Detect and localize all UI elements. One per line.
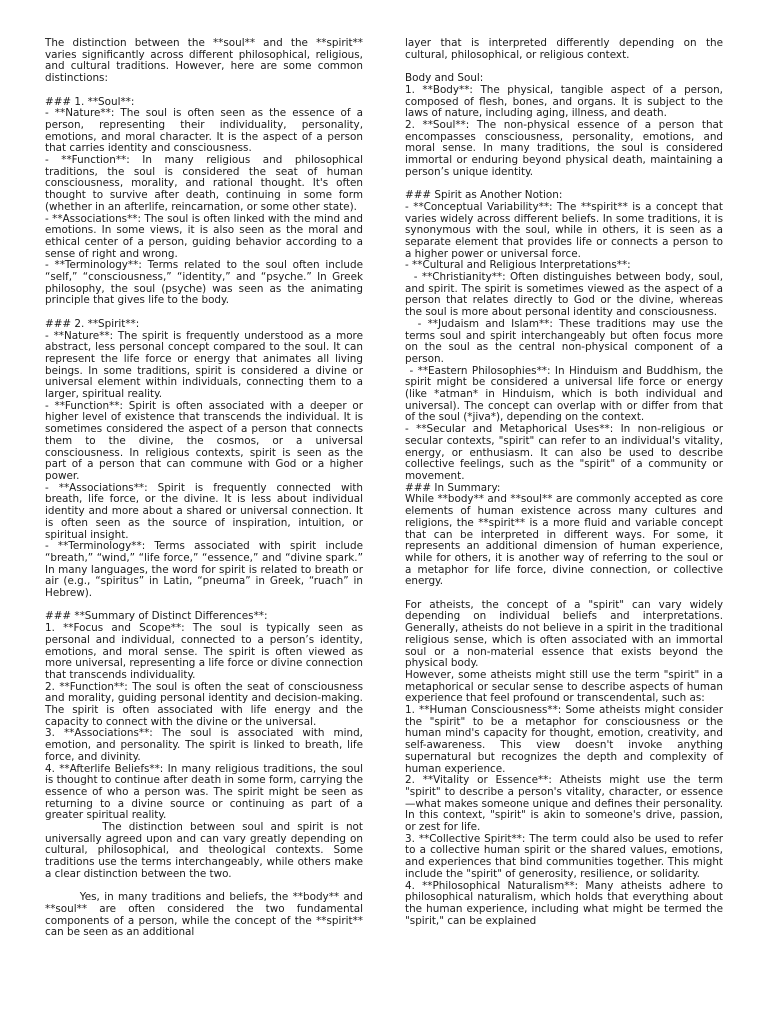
text-paragraph: 4. **Philosophical Naturalism**: Many atheists adhere to philosophical naturalism, which holds that everything about the human experience, including what might be termed the "spirit," can be explained [405, 879, 727, 927]
text-paragraph: However, some atheists might still use the term "spirit" in a metaphorical or secular sense to describe aspects of human experience that feel profound or transcendental, such as: [405, 668, 727, 705]
text-paragraph: The distinction between the **soul** and the **spirit** varies significantly across different philosophical, religious, and cultural traditions. However, here are some common distinctions: [45, 37, 367, 85]
text-paragraph: ### 1. **Soul**: [45, 95, 135, 108]
text-paragraph: 1. **Body**: The physical, tangible aspect of a person, composed of flesh, bones, and organs. It is subject to the laws of nature, including aging, illness, and death. [405, 83, 727, 120]
text-paragraph: - **Terminology**: Terms related to the soul often include “self,” “consciousness,” “identity,” and “psyche.” In Greek philosophy, the soul (psyche) was seen as the animating principle that gives life to the body. [45, 259, 367, 307]
text-paragraph: - **Function**: Spirit is often associated with a deeper or higher level of existence that transcends the individual. It is sometimes considered the aspect of a person that connects them to the divine, the cosmos, or a universal consciousness. In religious contexts, spirit is seen as the part of a person that can commune with God or a higher power. [45, 399, 367, 482]
text-paragraph: - **Nature**: The soul is often seen as the essence of a person, representing their individuality, personality, emotions, and moral character. It is the aspect of a person that carries identity and consciousness. [45, 107, 367, 155]
text-paragraph: 4. **Afterlife Beliefs**: In many religious traditions, the soul is thought to continue after death in some form, carrying the essence of who a person was. The spirit might be seen as returning to a divine source or continuing as part of a greater spiritual reality. [45, 762, 367, 822]
text-paragraph: - **Associations**: Spirit is frequently connected with breath, life force, or the divine. It is less about individual identity and more about a shared or universal connection. It is often seen as the source of inspiration, intuition, or spiritual insight. [45, 481, 367, 541]
text-paragraph: 3. **Associations**: The soul is associated with mind, emotion, and personality. The spirit is linked to breath, life force, and divinity. [45, 727, 367, 763]
left-column [45, 37, 367, 939]
text-paragraph: - **Nature**: The spirit is frequently understood as a more abstract, less personal concept compared to the soul. It can represent the life force or energy that animates all living beings. In some traditions, spirit is considered a divine or universal element within individuals, connecting them to a larger, spiritual reality. [45, 329, 367, 401]
text-paragraph: - **Eastern Philosophies**: In Hinduism and Buddhism, the spirit might be considered a universal life force or energy (like *atman* in Hinduism, which is both individual and universal). The concept can overlap with or differ from that of the soul (*jiva*), depending on the context. [405, 364, 727, 424]
text-paragraph: The distinction between soul and spirit is not universally agreed upon and can vary greatly depending on cultural, philosophical, and theological contexts. Some traditions use the terms interchangeably, while others make a clear distinction between the two. [45, 821, 367, 880]
text-paragraph: - **Christianity**: Often distinguishes between body, soul, and spirit. The spirit is sometimes viewed as the aspect of a person that relates directly to God or the divine, whereas the soul is more about personal identity and consciousness. [405, 271, 727, 319]
text-paragraph: - **Associations**: The soul is often linked with the mind and emotions. In some views, it is also seen as the moral and ethical center of a person, guiding behavior according to a sense of right and wrong. [45, 212, 367, 260]
right-column [405, 37, 727, 927]
text-paragraph: For atheists, the concept of a "spirit" can vary widely depending on individual beliefs and interpretations. Generally, atheists do not believe in a spirit in the traditional religious sense, which is often associated with an immortal soul or a non-material essence that exists beyond the physical body. [405, 598, 727, 670]
text-paragraph: ### In Summary: [405, 481, 501, 494]
text-paragraph: - **Secular and Metaphorical Uses**: In non-religious or secular contexts, "spirit" can refer to an individual's vitality, energy, or enthusiasm. It can also be used to describe collective feelings, such as the "spirit" of a community or movement. [405, 423, 727, 482]
text-paragraph: 2. **Vitality or Essence**: Atheists might use the term "spirit" to describe a person's vitality, character, or essence—what makes someone unique and defines their personality. In this context, "spirit" is akin to someone's drive, passion, or zest for life. [405, 774, 727, 834]
text-paragraph: ### 2. **Spirit**: [45, 317, 140, 330]
text-paragraph: 2. **Function**: The soul is often the seat of consciousness and morality, guiding personal identity and decision-making. The spirit is often associated with life energy and the capacity to connect with the divine or the universal. [45, 680, 367, 728]
text-paragraph: While **body** and **soul** are commonly accepted as core elements of human existence across many cultures and religions, the **spirit** is a more fluid and variable concept that can be interpreted in different ways. For some, it represents an additional dimension of human experience, while for others, it is another way of referring to the soul or a metaphor for life force, divine connection, or collective energy. [405, 493, 727, 588]
text-paragraph: - **Cultural and Religious Interpretations**: [405, 259, 631, 272]
text-paragraph: 1. **Focus and Scope**: The soul is typically seen as personal and individual, connected to a person’s identity, emotions, and moral sense. The spirit is often viewed as more universal, representing a life force or divine connection that transcends individuality. [45, 622, 367, 681]
text-paragraph: - **Conceptual Variability**: The **spirit** is a concept that varies widely across different beliefs. In some traditions, it is synonymous with the soul, while in others, it is seen as a separate element that provides life or connects a person to a higher power or universal force. [405, 200, 727, 260]
text-paragraph: 1. **Human Consciousness**: Some atheists might consider the "spirit" to be a metaphor for consciousness or the human mind's capacity for thought, emotion, creativity, and self-awareness. This view doesn't invoke anything supernatural but recognizes the depth and complexity of human experience. [405, 704, 727, 775]
text-paragraph: - **Judaism and Islam**: These traditions may use the terms soul and spirit interchangeably but often focus more on the soul as the central non-physical component of a person. [405, 317, 727, 365]
text-paragraph: - **Terminology**: Terms associated with spirit include “breath,” “wind,” “life force,” “essence,” and “divine spark.” In many languages, the word for spirit is related to breath or air (e.g., “spiritus” in Latin, “pneuma” in Greek, “ruach” in Hebrew). [45, 540, 367, 600]
text-paragraph: 2. **Soul**: The non-physical essence of a person that encompasses consciousness, personality, emotions, and moral sense. In many traditions, the soul is considered immortal or enduring beyond physical death, maintaining a person’s unique identity. [405, 118, 727, 178]
text-paragraph: Body and Soul: [405, 72, 484, 85]
text-paragraph: ### Spirit as Another Notion: [405, 189, 563, 202]
text-paragraph: Yes, in many traditions and beliefs, the **body** and **soul** are often considered the two fundamental components of a person, while the concept of the **spirit** can be seen as an additional [45, 891, 367, 939]
text-paragraph: ### **Summary of Distinct Differences**: [45, 610, 268, 623]
paragraph-gap [405, 588, 723, 600]
text-paragraph: 3. **Collective Spirit**: The term could also be used to refer to a collective human spirit or the shared values, emotions, and experiences that bind communities together. This might include the "spirit" of generosity, resilience, or solidarity. [405, 832, 727, 880]
text-paragraph: - **Function**: In many religious and philosophical traditions, the soul is considered the seat of human consciousness, morality, and rational thought. It's often thought to survive after death, continuing in some form (whether in an afterlife, reincarnation, or some other state). [45, 154, 367, 213]
paragraph-gap [45, 85, 363, 97]
text-paragraph: layer that is interpreted differently depending on the cultural, philosophical, or religious context. [405, 37, 727, 61]
